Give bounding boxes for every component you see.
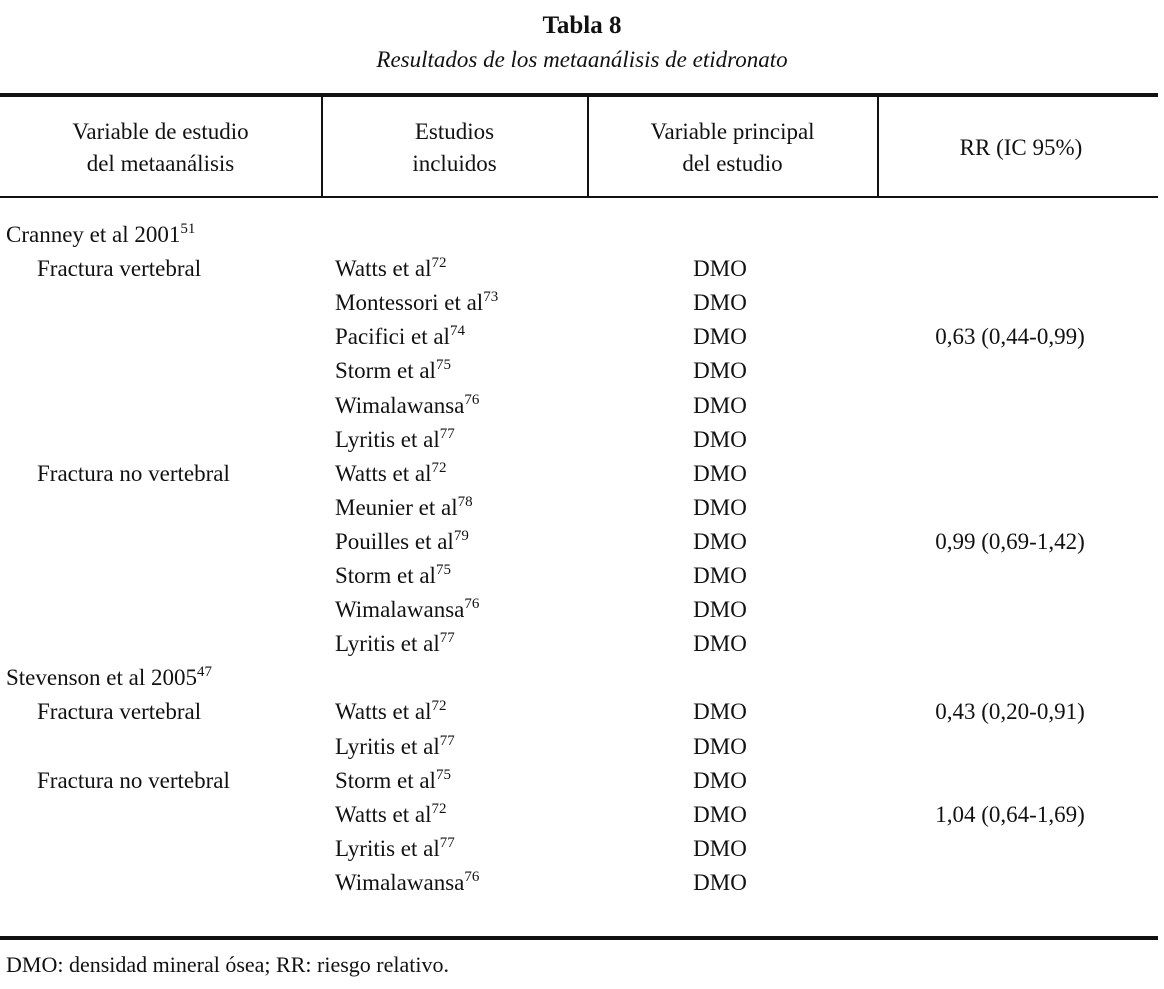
study-cell: [335, 354, 451, 388]
reference-number: 76: [464, 596, 480, 613]
study-cell: [335, 798, 447, 832]
table-subtitle: Resultados de los metaanálisis de etidronato: [376, 47, 788, 72]
reference-number: 72: [431, 255, 447, 272]
table-row: [0, 491, 1164, 525]
reference-number: 72: [431, 698, 447, 715]
table-footnote: DMO: densidad mineral ósea; RR: riesgo relativo.: [6, 952, 449, 977]
main-variable-cell: DMO: [693, 392, 747, 418]
reference-number: 79: [453, 527, 469, 544]
reference-number: 51: [180, 221, 196, 237]
group-label: [6, 661, 212, 695]
table-row: [0, 764, 1164, 798]
reference-number: 77: [439, 834, 455, 851]
table-row: [0, 627, 1164, 661]
reference-number: 73: [483, 289, 499, 306]
main-variable-cell: DMO: [693, 426, 747, 452]
reference-number: 77: [439, 732, 455, 749]
reference-number: 75: [435, 766, 451, 783]
table-row: [0, 559, 1164, 593]
header-estudios-incluidos: [322, 116, 587, 180]
header-line: del metaanálisis: [86, 151, 235, 176]
main-variable-cell: DMO: [693, 733, 747, 759]
reference-number: 76: [464, 391, 480, 408]
header-variable-estudio: [0, 116, 321, 180]
table-row: [0, 525, 1164, 559]
study-name: Storm et al: [335, 767, 436, 793]
reference-number: 75: [435, 357, 451, 374]
main-variable-cell: DMO: [693, 835, 747, 861]
variable-cell: Fractura vertebral: [37, 256, 202, 282]
study-name: Meunier et al: [335, 494, 458, 520]
group-label-text: Stevenson et al 2005: [6, 665, 197, 691]
reference-number: 76: [464, 868, 480, 885]
study-cell: [335, 730, 455, 764]
header-rule: [0, 196, 1158, 198]
main-variable-cell: DMO: [693, 358, 747, 384]
study-cell: [335, 423, 455, 457]
table-row: [0, 832, 1164, 866]
study-cell: [335, 491, 473, 525]
table-row: [0, 320, 1164, 354]
variable-cell: Fractura no vertebral: [37, 767, 230, 793]
study-name: Wimalawansa: [335, 597, 465, 623]
table-row: [0, 354, 1164, 388]
study-cell: [335, 252, 447, 286]
main-variable-cell: DMO: [693, 256, 747, 282]
rr-cell: 1,04 (0,64-1,69): [935, 801, 1085, 827]
main-variable-cell: DMO: [693, 563, 747, 588]
reference-number: 77: [439, 425, 455, 442]
study-cell: [335, 559, 451, 593]
table-title: Tabla 8: [542, 12, 622, 39]
study-name: Watts et al: [335, 256, 432, 282]
main-variable-cell: DMO: [693, 597, 747, 623]
header-line: incluidos: [412, 151, 497, 176]
table-row: [0, 593, 1164, 627]
rr-cell: 0,63 (0,44-0,99): [935, 324, 1085, 350]
study-name: Wimalawansa: [335, 392, 465, 418]
table-row: [0, 286, 1164, 320]
study-cell: [335, 525, 469, 559]
study-name: Pouilles et al: [335, 528, 454, 554]
study-name: Watts et al: [335, 801, 432, 827]
study-name: Lyritis et al: [335, 733, 440, 759]
study-name: Montessori et al: [335, 290, 484, 316]
table-row: [0, 389, 1164, 423]
study-name: Lyritis et al: [335, 631, 440, 657]
study-name: Wimalawansa: [335, 869, 465, 895]
table-row: [0, 866, 1164, 900]
header-line: Variable de estudio: [72, 119, 249, 144]
main-variable-cell: DMO: [693, 801, 747, 827]
header-rr: [878, 132, 1164, 164]
study-cell: [335, 389, 479, 423]
main-variable-cell: DMO: [693, 290, 747, 316]
bottom-rule: [0, 936, 1158, 940]
reference-number: 75: [435, 562, 451, 578]
study-name: Lyritis et al: [335, 426, 440, 452]
group-row: [0, 661, 1164, 695]
study-cell: [335, 320, 465, 354]
main-variable-cell: DMO: [693, 494, 747, 520]
main-variable-cell: DMO: [693, 699, 747, 725]
table-row: [0, 457, 1164, 491]
study-cell: [335, 832, 455, 866]
reference-number: 47: [197, 664, 212, 681]
header-variable-principal: [588, 116, 877, 180]
study-name: Pacifici et al: [335, 324, 450, 350]
main-variable-cell: DMO: [693, 528, 747, 554]
study-cell: [335, 286, 498, 320]
study-name: Watts et al: [335, 699, 432, 725]
variable-cell: Fractura vertebral: [37, 699, 202, 725]
study-name: Storm et al: [335, 563, 436, 588]
table-row: [0, 798, 1164, 832]
study-cell: [335, 457, 447, 491]
table-row: [0, 252, 1164, 286]
header-line: del estudio: [682, 151, 783, 176]
reference-number: 72: [431, 459, 447, 476]
study-cell: [335, 695, 447, 729]
main-variable-cell: DMO: [693, 324, 747, 350]
reference-number: 78: [457, 493, 473, 510]
study-cell: [335, 764, 451, 798]
study-cell: [335, 627, 455, 661]
top-rule: [0, 93, 1158, 97]
study-name: Lyritis et al: [335, 835, 440, 861]
group-row: [0, 218, 1164, 252]
study-cell: [335, 866, 479, 900]
main-variable-cell: DMO: [693, 869, 747, 895]
reference-number: 74: [449, 323, 465, 340]
main-variable-cell: DMO: [693, 460, 747, 486]
main-variable-cell: DMO: [693, 631, 747, 657]
reference-number: 77: [439, 630, 455, 647]
reference-number: 72: [431, 800, 447, 817]
main-variable-cell: DMO: [693, 767, 747, 793]
table-row: [0, 695, 1164, 729]
table-row: [0, 730, 1164, 764]
group-label-text: Cranney et al 2001: [6, 222, 181, 247]
header-line: Estudios: [414, 119, 495, 144]
study-cell: [335, 593, 479, 627]
rr-cell: 0,43 (0,20-0,91): [935, 699, 1085, 725]
study-name: Watts et al: [335, 460, 432, 486]
table-row: [0, 423, 1164, 457]
variable-cell: Fractura no vertebral: [37, 460, 230, 486]
header-line: Variable principal: [650, 119, 815, 144]
study-name: Storm et al: [335, 358, 436, 384]
rr-cell: 0,99 (0,69-1,42): [935, 528, 1085, 554]
group-label: [6, 218, 195, 252]
header-line: RR (IC 95%): [959, 135, 1083, 160]
